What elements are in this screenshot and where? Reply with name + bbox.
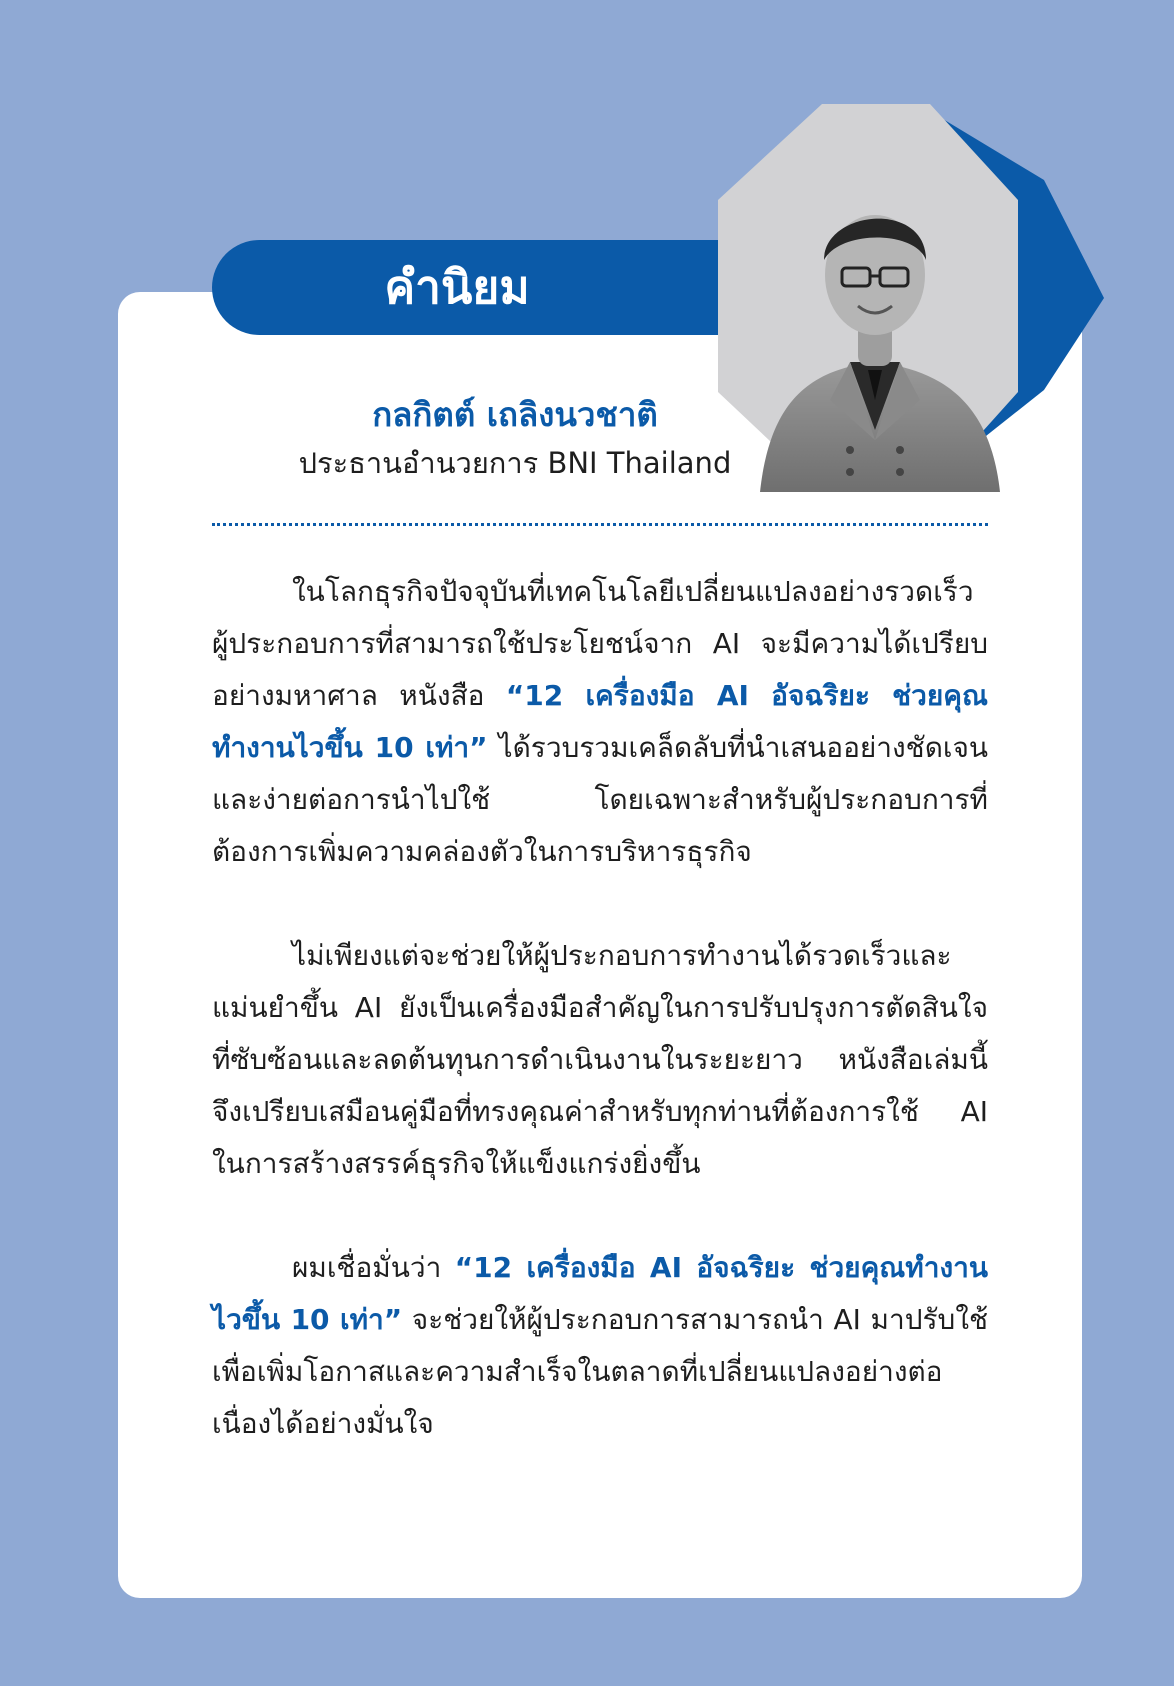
author-block xyxy=(230,390,800,486)
foreword-body xyxy=(212,566,988,1502)
paragraph-3 xyxy=(212,1242,988,1450)
paragraph-text: ผมเชื่อมั่นว่า xyxy=(292,1251,455,1284)
paragraph-text: ได้รวบรวมเคล็ดลับที่นำเสนออย่างชัดเจนและง่ายต่อการนำไปใช้ โดยเฉพาะสำหรับผู้ประกอบการที่ต้องการเพิ่มความคล่องตัวในการบริหารธุรกิจ xyxy=(212,731,988,868)
paragraph-text: ไม่เพียงแต่จะช่วยให้ผู้ประกอบการทำงานได้รวดเร็วและแม่นยำขึ้น AI ยังเป็นเครื่องมือสำคัญในการปรับปรุงการตัดสินใจที่ซับซ้อนและลดต้นทุนการดำเนินงานในระยะยาว หนังสือเล่มนี้จึงเปรียบเสมือนคู่มือที่ทรงคุณค่าสำหรับทุกท่านที่ต้องการใช้ AI ในการสร้างสรรค์ธุรกิจให้แข็งแกร่งยิ่งขึ้น xyxy=(212,939,988,1180)
title-banner xyxy=(212,240,772,335)
book-title-highlight: “12 เครื่องมือ AI อัจฉริยะ ช่วยคุณทำงานไวขึ้น 10 เท่า” xyxy=(212,679,989,764)
author-name: กลกิตต์ เถลิงนวชาติ xyxy=(372,395,658,434)
page-title: คำนิยม xyxy=(384,260,530,314)
dotted-divider xyxy=(212,523,988,526)
author-role: ประธานอำนวยการ BNI Thailand xyxy=(298,446,732,480)
paragraph-text: ในโลกธุรกิจปัจจุบันที่เทคโนโลยีเปลี่ยนแปลงอย่างรวดเร็ว ผู้ประกอบการที่สามารถใช้ประโยชน์จาก AI จะมีความได้เปรียบอย่างมหาศาล หนังสือ xyxy=(212,575,988,712)
paragraph-text: จะช่วยให้ผู้ประกอบการสามารถนำ AI มาปรับใช้เพื่อเพิ่มโอกาสและความสำเร็จในตลาดที่เปลี่ยนแปลงอย่างต่อเนื่องได้อย่างมั่นใจ xyxy=(212,1303,988,1440)
paragraph-1 xyxy=(212,566,988,878)
book-title-highlight: “12 เครื่องมือ AI อัจฉริยะ ช่วยคุณทำงานไวขึ้น 10 เท่า” xyxy=(212,1251,988,1336)
paragraph-2 xyxy=(212,930,988,1190)
